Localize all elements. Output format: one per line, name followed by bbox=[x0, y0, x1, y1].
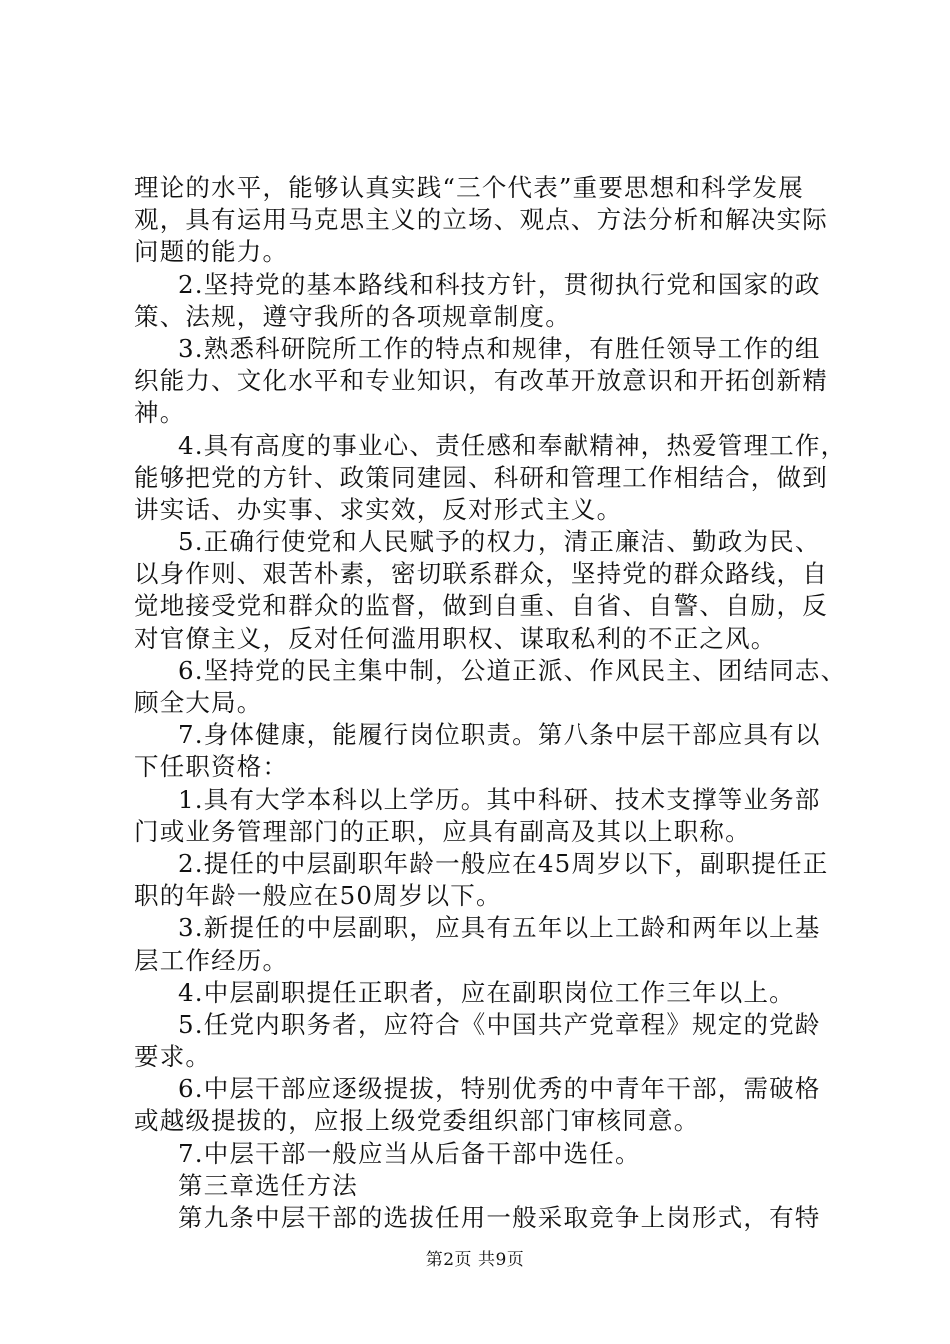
text-line: 觉地接受党和群众的监督，做到自重、自省、自警、自励，反 bbox=[134, 591, 828, 621]
text-line: 第三章选任方法 bbox=[178, 1170, 358, 1200]
text-line: 层工作经历。 bbox=[134, 945, 289, 975]
text-line: 3.新提任的中层副职，应具有五年以上工龄和两年以上基 bbox=[178, 913, 821, 943]
text-line: 顾全大局。 bbox=[134, 688, 263, 717]
text-line: 5.正确行使党和人民赋予的权力，清正廉洁、勤政为民、 bbox=[178, 527, 821, 557]
text-line: 第九条中层干部的选拔任用一般采取竞争上岗形式，有特 bbox=[178, 1203, 821, 1232]
text-line: 神。 bbox=[134, 398, 186, 428]
text-line: 3.熟悉科研院所工作的特点和规律，有胜任领导工作的组 bbox=[178, 333, 821, 363]
text-line: 7.中层干部一般应当从后备干部中选任。 bbox=[178, 1138, 641, 1168]
text-line: 2.提任的中层副职年龄一般应在45周岁以下，副职提任正 bbox=[178, 848, 829, 878]
text-line: 或越级提拔的，应报上级党委组织部门审核同意。 bbox=[134, 1106, 700, 1136]
text-line: 讲实话、办实事、求实效，反对形式主义。 bbox=[134, 494, 623, 524]
text-line: 要求。 bbox=[134, 1042, 212, 1072]
text-line: 对官僚主义，反对任何滥用职权、谋取私利的不正之风。 bbox=[134, 623, 777, 653]
text-line: 6.坚持党的民主集中制，公道正派、作风民主、团结同志、 bbox=[178, 655, 847, 685]
text-line: 策、法规，遵守我所的各项规章制度。 bbox=[134, 301, 571, 331]
text-line: 5.任党内职务者，应符合《中国共产党章程》规定的党龄 bbox=[178, 1009, 821, 1039]
text-line: 问题的能力。 bbox=[134, 237, 289, 267]
text-line: 理论的水平，能够认真实践“三个代表”重要思想和科学发展 bbox=[134, 173, 804, 202]
text-line: 6.中层干部应逐级提拔，特别优秀的中青年干部，需破格 bbox=[178, 1074, 821, 1104]
text-line: 门或业务管理部门的正职，应具有副高及其以上职称。 bbox=[134, 816, 751, 846]
text-line: 1.具有大学本科以上学历。其中科研、技术支撑等业务部 bbox=[178, 784, 821, 814]
text-line: 观，具有运用马克思主义的立场、观点、方法分析和解决实际 bbox=[134, 205, 828, 235]
text-line: 2.坚持党的基本路线和科技方针，贯彻执行党和国家的政 bbox=[178, 269, 821, 299]
text-line: 以身作则、艰苦朴素，密切联系群众，坚持党的群众路线，自 bbox=[134, 559, 828, 589]
text-line: 职的年龄一般应在50周岁以下。 bbox=[134, 881, 502, 911]
text-line: 7.身体健康，能履行岗位职责。第八条中层干部应具有以 bbox=[178, 720, 821, 750]
page-footer: 第2页 共9页 bbox=[425, 1250, 525, 1270]
text-line: 织能力、文化水平和专业知识，有改革开放意识和开拓创新精 bbox=[134, 366, 828, 396]
document-body bbox=[134, 172, 847, 1234]
text-line: 4.具有高度的事业心、责任感和奉献精神，热爱管理工作， bbox=[178, 430, 847, 460]
text-line: 能够把党的方针、政策同建园、科研和管理工作相结合，做到 bbox=[134, 462, 828, 492]
text-line: 4.中层副职提任正职者，应在副职岗位工作三年以上。 bbox=[178, 977, 795, 1007]
text-line: 下任职资格： bbox=[134, 752, 289, 782]
